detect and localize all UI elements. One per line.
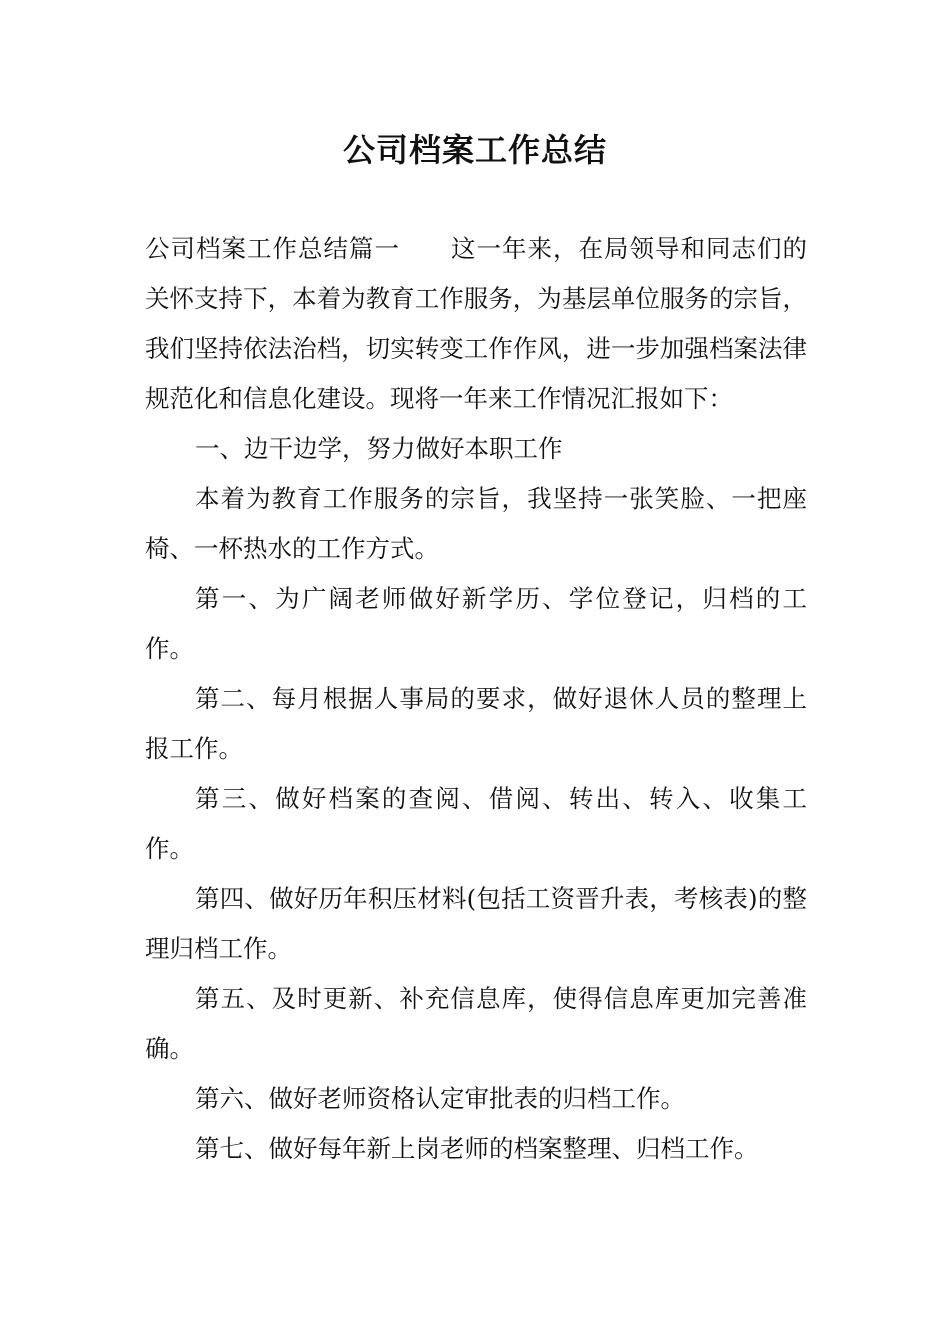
body-paragraph: 第三、做好档案的查阅、借阅、转出、转入、收集工作。 bbox=[145, 784, 807, 863]
document-title: 公司档案工作总结 bbox=[342, 131, 607, 169]
document-body bbox=[145, 224, 807, 1174]
intro-paragraph bbox=[145, 224, 807, 424]
body-paragraph: 第五、及时更新、补充信息库，使得信息库更加完善准确。 bbox=[145, 984, 807, 1063]
section-heading: 一、边干边学，努力做好本职工作 bbox=[195, 434, 563, 463]
body-paragraph: 第一、为广阔老师做好新学历、学位登记，归档的工作。 bbox=[145, 584, 807, 663]
body-paragraph: 本着为教育工作服务的宗旨，我坚持一张笑脸、一把座椅、一杯热水的工作方式。 bbox=[145, 484, 807, 563]
body-paragraph: 第六、做好老师资格认定审批表的归档工作。 bbox=[195, 1084, 685, 1113]
body-paragraph: 第四、做好历年积压材料(包括工资晋升表，考核表)的整理归档工作。 bbox=[145, 884, 807, 963]
body-paragraph: 第七、做好每年新上岗老师的档案整理、归档工作。 bbox=[195, 1134, 759, 1163]
body-paragraph: 第二、每月根据人事局的要求，做好退休人员的整理上报工作。 bbox=[145, 684, 807, 763]
intro-heading: 公司档案工作总结篇一 bbox=[145, 234, 400, 263]
intro-text: 这一年来，在局领导和同志们的关怀支持下，本着为教育工作服务，为基层单位服务的宗旨，我们坚持依法治档，切实转变工作作风，进一步加强档案法律规范化和信息化建设。现将一年来工作情况汇报如下： bbox=[145, 234, 807, 413]
